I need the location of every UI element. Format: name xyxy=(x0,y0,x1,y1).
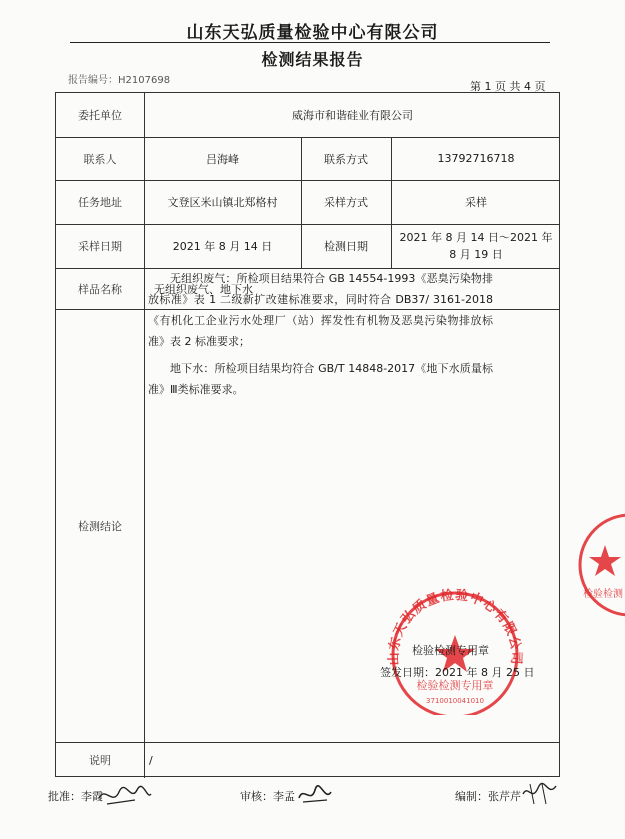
conclusion-label: 检测结论 xyxy=(78,519,122,533)
note-label: 说明 xyxy=(89,754,111,767)
client-value: 威海市和谐硅业有限公司 xyxy=(292,109,413,122)
reviewer: 审核：李孟 xyxy=(240,790,295,803)
compiler-signature xyxy=(520,780,560,806)
approver: 批准：李霞 xyxy=(48,790,103,803)
seal-inner-text: 检验检测专用章 xyxy=(416,679,494,692)
conclusion-text xyxy=(148,268,493,406)
page-number: 第 1 页 共 4 页 xyxy=(470,80,546,93)
issue-date: 签发日期：2021 年 8 月 25 日 xyxy=(380,666,535,679)
conclusion-paragraph-air: 无组织废气：所检项目结果符合 GB 14554-1993《恶臭污染物排放标准》表 1 二级新扩改建标准要求，同时符合 DB37/ 3161-2018《有机化工企业污水处理厂（站）挥发性有机物及恶臭污染物排放标准》表 2 标准要求； xyxy=(148,272,493,348)
address-label: 任务地址 xyxy=(78,196,122,209)
test-date-value: 2021 年 8 月 14 日～2021 年 8 月 19 日 xyxy=(399,231,553,261)
sampling-date-value: 2021 年 8 月 14 日 xyxy=(172,240,273,253)
reviewer-signature xyxy=(295,782,335,808)
seal-ring-text: 山东天弘质量检验中心有限公司 xyxy=(386,588,524,666)
sample-label: 样品名称 xyxy=(78,282,122,296)
company-name: 山东天弘质量检验中心有限公司 xyxy=(186,23,439,43)
header-rule xyxy=(70,42,550,43)
seam-seal-text: 检验检测 xyxy=(583,589,623,600)
contact-label: 联系人 xyxy=(83,152,117,166)
sample-value: 无组织废气、地下水 xyxy=(154,282,253,296)
seam-seal xyxy=(575,505,625,625)
phone-label: 联系方式 xyxy=(324,152,368,166)
compiler: 编制：张芹芹 xyxy=(455,790,521,803)
seam-star-icon xyxy=(589,545,621,576)
client-label: 委托单位 xyxy=(78,109,122,122)
conclusion-paragraph-groundwater: 地下水：所检项目结果均符合 GB/T 14848-2017《地下水质量标准》Ⅲ类标准要求。 xyxy=(148,362,493,396)
report-title: 检测结果报告 xyxy=(261,50,364,69)
address-value: 文登区米山镇北郑格村 xyxy=(167,196,278,209)
sampling-date-label: 采样日期 xyxy=(78,240,122,253)
approver-signature xyxy=(95,780,155,810)
report-number: 报告编号：H2107698 xyxy=(68,75,171,86)
stamp-label: 检验检测专用章 xyxy=(412,644,489,657)
phone-value: 13792716718 xyxy=(437,152,515,165)
issue-block xyxy=(380,640,534,684)
seal-number: 3710010041010 xyxy=(426,697,484,705)
test-date-label: 检测日期 xyxy=(324,240,368,253)
sampling-method-label: 采样方式 xyxy=(324,196,368,209)
note-value: / xyxy=(149,753,153,767)
contact-value: 吕海峰 xyxy=(206,152,239,166)
sampling-method-value: 采样 xyxy=(465,196,487,209)
